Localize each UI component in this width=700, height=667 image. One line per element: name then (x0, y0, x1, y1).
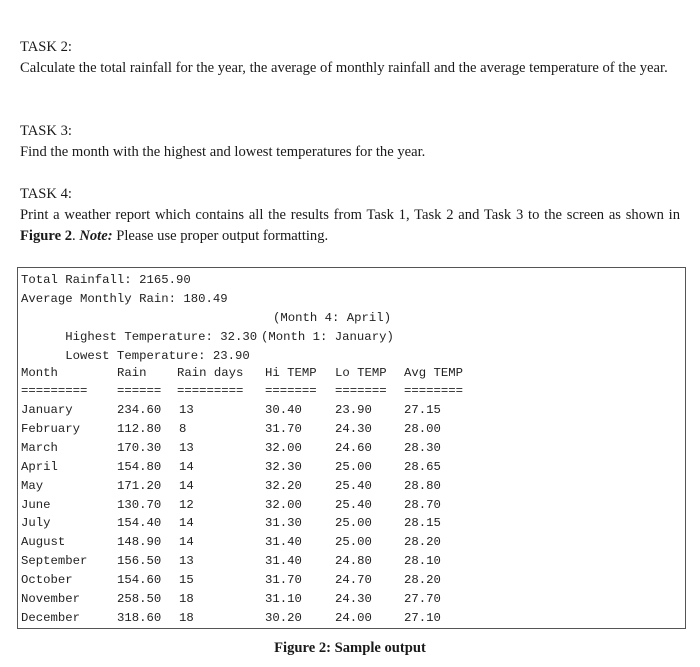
cell-month: February (21, 421, 81, 436)
cell-rain: 234.60 (117, 403, 162, 417)
cell-rain: 318.60 (117, 610, 162, 625)
cell-avg-temp: 27.70 (404, 592, 441, 606)
header-month: Month (21, 366, 58, 380)
note-label: Note: (79, 228, 113, 244)
cell-lo-temp: 24.00 (335, 610, 372, 625)
cell-rain-days: 14 (179, 516, 194, 531)
cell-rain-days: 18 (179, 610, 194, 625)
figure-caption (0, 640, 700, 657)
task4-body-before: Print a weather report which contains all the results from Task 1, Task 2 and Task 3 to the screen as shown in (20, 207, 680, 223)
cell-rain-days: 12 (179, 497, 194, 512)
cell-lo-temp: 23.90 (335, 403, 372, 417)
separator-rain: ====== (117, 384, 162, 398)
task2-body: Calculate the total rainfall for the year, the average of monthly rainfall and the average temperature of the year. (20, 60, 668, 76)
cell-rain: 170.30 (117, 440, 162, 455)
cell-lo-temp: 25.00 (335, 516, 372, 531)
table-row (18, 514, 685, 533)
cell-lo-temp: 25.00 (335, 459, 372, 474)
cell-avg-temp: 28.65 (404, 459, 441, 474)
cell-rain-days: 13 (179, 554, 194, 569)
cell-avg-temp: 28.00 (404, 421, 441, 436)
cell-rain-days: 13 (179, 403, 194, 417)
cell-month: July (21, 516, 51, 531)
cell-avg-temp: 28.15 (404, 516, 441, 531)
task3-body: Find the month with the highest and lowest temperatures for the year. (20, 144, 426, 160)
cell-month: April (21, 459, 58, 474)
table-row (18, 420, 685, 439)
cell-rain: 258.50 (117, 592, 162, 606)
figure-reference: Figure 2 (20, 228, 73, 244)
total-rainfall-line: Total Rainfall: 2165.90 (21, 273, 191, 287)
table-row (18, 571, 685, 590)
table-row (18, 590, 685, 609)
cell-rain-days: 15 (179, 573, 194, 588)
task3-title: TASK 3: (20, 123, 72, 139)
cell-hi-temp: 31.40 (265, 554, 302, 569)
task4-body-after: Please use proper output formatting. (112, 228, 329, 244)
table-row (18, 609, 685, 628)
task4-body-middle: . (72, 228, 80, 244)
cell-hi-temp: 31.70 (265, 573, 302, 588)
average-rain-line: Average Monthly Rain: 180.49 (21, 292, 228, 306)
cell-avg-temp: 28.20 (404, 573, 441, 588)
cell-avg-temp: 27.15 (404, 403, 441, 417)
table-row (18, 533, 685, 552)
table-row (18, 552, 685, 571)
cell-hi-temp: 30.40 (265, 403, 302, 417)
cell-lo-temp: 24.30 (335, 421, 372, 436)
cell-avg-temp: 27.10 (404, 610, 441, 625)
cell-month: October (21, 573, 73, 588)
table-row (18, 401, 685, 420)
table-row (18, 458, 685, 477)
cell-rain-days: 14 (179, 535, 194, 550)
cell-hi-temp: 31.70 (265, 421, 302, 436)
cell-month: January (21, 403, 73, 417)
figure-caption-text: Figure 2: Sample output (274, 640, 426, 656)
cell-lo-temp: 25.40 (335, 497, 372, 512)
header-avg-temp: Avg TEMP (404, 366, 464, 380)
cell-lo-temp: 24.30 (335, 592, 372, 606)
separator-avg-temp: ======== (404, 384, 464, 398)
sample-output-box (17, 267, 686, 629)
separator-rain-days: ========= (177, 384, 244, 398)
cell-rain: 154.80 (117, 459, 162, 474)
separator-lo-temp: ======= (335, 384, 387, 398)
cell-hi-temp: 32.00 (265, 440, 302, 455)
cell-rain-days: 8 (179, 421, 187, 436)
cell-rain: 171.20 (117, 478, 162, 493)
highest-temperature-month: (Month 4: April) (273, 311, 392, 325)
cell-rain-days: 18 (179, 592, 194, 606)
cell-month: March (21, 440, 58, 455)
lowest-temperature-line (21, 328, 394, 363)
cell-avg-temp: 28.30 (404, 440, 441, 455)
cell-rain: 130.70 (117, 497, 162, 512)
cell-hi-temp: 32.30 (265, 459, 302, 474)
cell-rain: 148.90 (117, 535, 162, 550)
lowest-temperature-month: (Month 1: January) (261, 330, 394, 344)
cell-hi-temp: 32.20 (265, 478, 302, 493)
cell-rain-days: 14 (179, 478, 194, 493)
cell-month: June (21, 497, 51, 512)
cell-avg-temp: 28.20 (404, 535, 441, 550)
separator-month: ========= (21, 384, 88, 398)
table-row (18, 496, 685, 515)
cell-avg-temp: 28.70 (404, 497, 441, 512)
cell-rain: 112.80 (117, 421, 162, 436)
lowest-temperature-value: Lowest Temperature: 23.90 (65, 349, 250, 363)
cell-rain-days: 14 (179, 459, 194, 474)
task4-title: TASK 4: (20, 186, 72, 202)
header-rain-days: Rain days (177, 366, 244, 380)
header-lo-temp: Lo TEMP (335, 366, 387, 380)
cell-avg-temp: 28.80 (404, 478, 441, 493)
cell-lo-temp: 24.80 (335, 554, 372, 569)
cell-hi-temp: 31.40 (265, 535, 302, 550)
cell-hi-temp: 30.20 (265, 610, 302, 625)
highest-temperature-value: Highest Temperature: 32.30 (65, 330, 258, 344)
cell-month: November (21, 592, 81, 606)
header-rain: Rain (117, 366, 147, 380)
cell-rain: 154.60 (117, 573, 162, 588)
cell-lo-temp: 24.60 (335, 440, 372, 455)
cell-avg-temp: 28.10 (404, 554, 441, 569)
cell-lo-temp: 24.70 (335, 573, 372, 588)
cell-hi-temp: 31.30 (265, 516, 302, 531)
table-separator-row (18, 382, 685, 401)
table-header-row (18, 364, 685, 383)
cell-rain: 154.40 (117, 516, 162, 531)
cell-month: May (21, 478, 44, 493)
summary-block (21, 271, 394, 363)
cell-month: August (21, 535, 66, 550)
cell-month: September (21, 554, 88, 569)
cell-lo-temp: 25.40 (335, 478, 372, 493)
cell-month: December (21, 610, 81, 625)
cell-hi-temp: 32.00 (265, 497, 302, 512)
cell-rain-days: 13 (179, 440, 194, 455)
header-hi-temp: Hi TEMP (265, 366, 317, 380)
task4-body (20, 205, 680, 247)
table-row (18, 439, 685, 458)
cell-rain: 156.50 (117, 554, 162, 569)
table-row (18, 477, 685, 496)
task2-title: TASK 2: (20, 39, 72, 55)
cell-hi-temp: 31.10 (265, 592, 302, 606)
separator-hi-temp: ======= (265, 384, 317, 398)
cell-lo-temp: 25.00 (335, 535, 372, 550)
